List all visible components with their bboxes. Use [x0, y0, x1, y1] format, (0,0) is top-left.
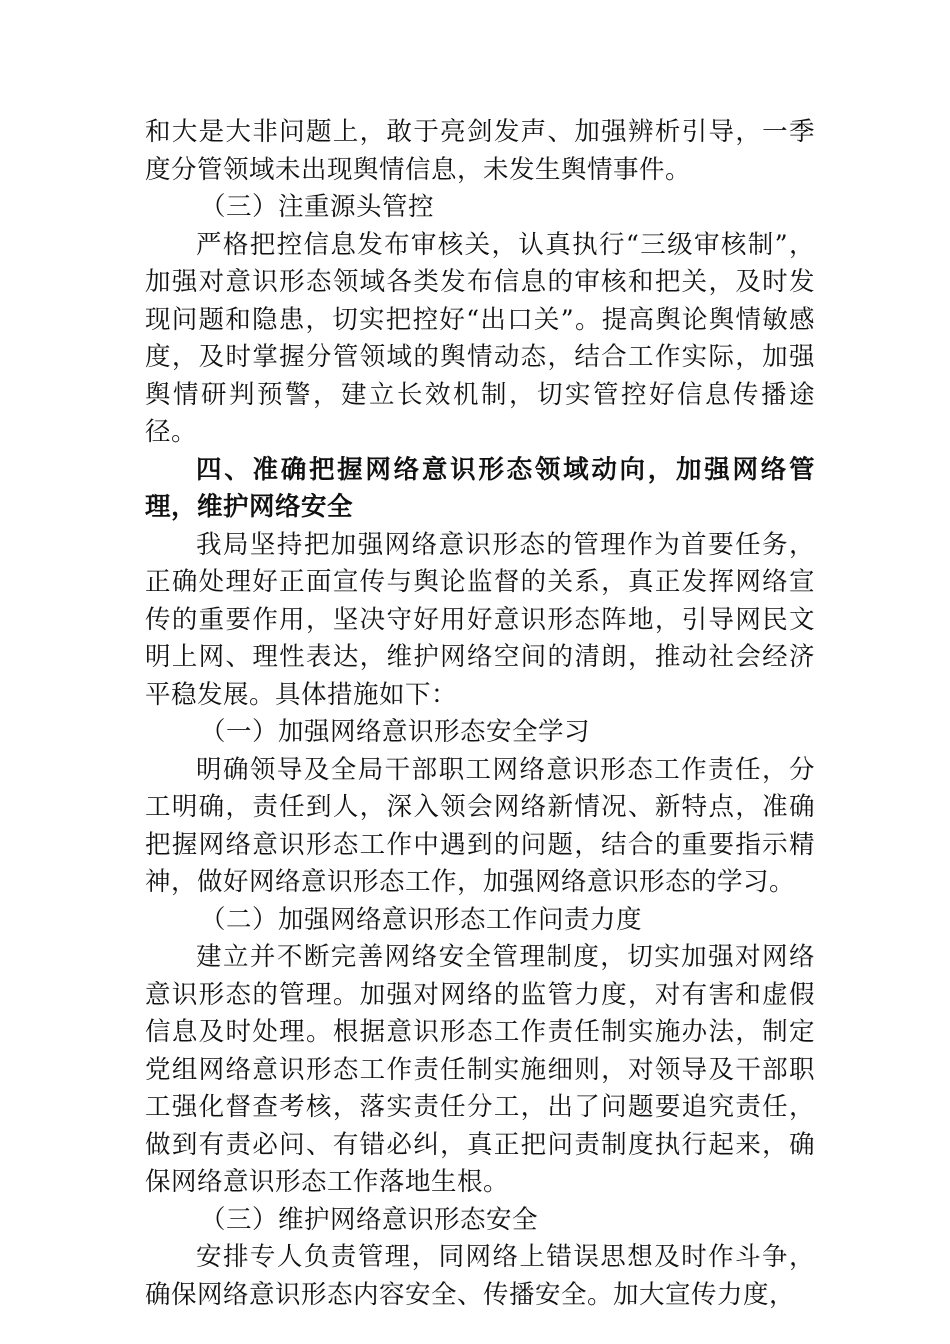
subheading-source-control: （三）注重源头管控: [200, 192, 435, 222]
subheading-network-security: （三）维护网络意识形态安全: [200, 1204, 539, 1235]
subheading-accountability: （二）加强网络意识形态工作问责力度: [200, 904, 643, 935]
document-page: [145, 114, 815, 1314]
section-heading-network: 四、准确把握网络意识形态领域动向，加强网络管理，维护网络安全: [145, 454, 815, 522]
paragraph-review-control: 严格把控信息发布审核关，认真执行“三级审核制”，加强对意识形态领域各类发布信息的审核和把关，及时发现问题和隐患，切实把控好“出口关”。提高舆论舆情敏感度，及时掌握分管领域的舆情动态，结合工作实际，加强舆情研判预警，建立长效机制，切实管控好信息传播途径。: [145, 229, 815, 447]
subheading-security-study: （一）加强网络意识形态安全学习: [200, 717, 591, 747]
paragraph-network-intro: 我局坚持把加强网络意识形态的管理作为首要任务，正确处理好正面宣传与舆论监督的关系，真正发挥网络宣传的重要作用，坚决守好用好意识形态阵地，引导网民文明上网、理性表达，维护网络空间的清朗，推动社会经济平稳发展。具体措施如下：: [145, 529, 815, 710]
paragraph-security-study: 明确领导及全局干部职工网络意识形态工作责任，分工明确，责任到人，深入领会网络新情况、新特点，准确把握网络意识形态工作中遇到的问题，结合的重要指示精神，做好网络意识形态工作，加强网络意识形态的学习。: [145, 754, 815, 897]
paragraph-continuation: 和大是大非问题上，敢于亮剑发声、加强辨析引导，一季度分管领域未出现舆情信息，未发生舆情事件。: [145, 117, 815, 185]
paragraph-accountability: 建立并不断完善网络安全管理制度，切实加强对网络意识形态的管理。加强对网络的监管力度，对有害和虚假信息及时处理。根据意识形态工作责任制实施办法，制定党组网络意识形态工作责任制实施细则，对领导及干部职工强化督查考核，落实责任分工，出了问题要追究责任，做到有责必问、有错必纠，真正把问责制度执行起来，确保网络意识形态工作落地生根。: [145, 942, 815, 1197]
paragraph-network-security: 安排专人负责管理，同网络上错误思想及时作斗争，确保网络意识形态内容安全、传播安全。加大宣传力度，: [145, 1242, 815, 1310]
